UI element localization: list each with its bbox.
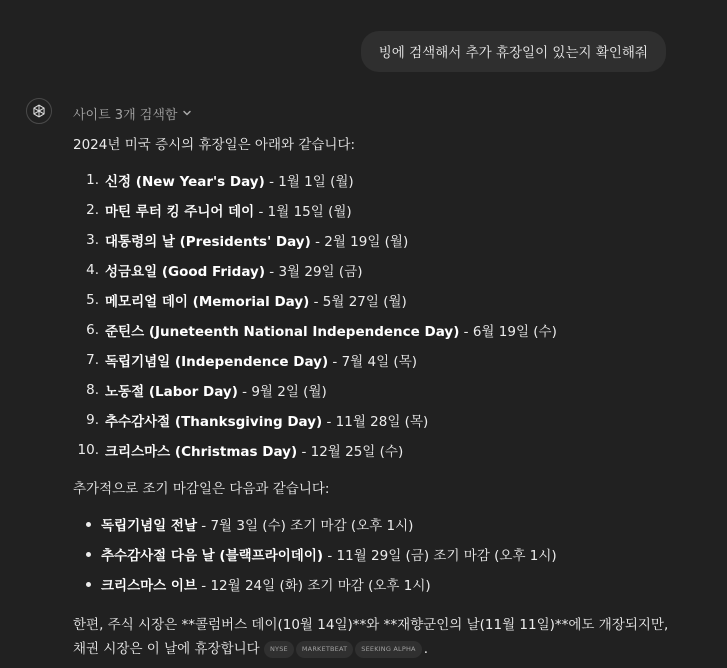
list-number: 5. <box>86 292 99 308</box>
list-item <box>73 509 713 539</box>
source-chip-seeking-alpha[interactable]: SEEKING ALPHA <box>355 641 421 658</box>
holiday-name: 마틴 루터 킹 주니어 데이 <box>105 204 255 220</box>
holiday-date: - 1월 15일 (월) <box>254 204 352 220</box>
list-item <box>73 345 713 375</box>
assistant-avatar <box>26 98 52 124</box>
list-item <box>73 165 713 195</box>
list-number: 1. <box>86 172 99 188</box>
early-close-intro: 추가적으로 조기 마감일은 다음과 같습니다: <box>73 481 330 497</box>
list-item <box>73 405 713 435</box>
openai-logo-icon <box>31 103 47 119</box>
early-close-name: 크리스마스 이브 <box>101 578 197 594</box>
holiday-date: - 7월 4일 (목) <box>328 354 417 370</box>
early-close-list <box>73 509 713 599</box>
closing-line-1: 한편, 주식 시장은 **콜럼버스 데이(10월 14일)**와 **재향군인의 날(11월 11일)**에도 개장되지만, <box>73 617 669 633</box>
holiday-list <box>73 165 713 465</box>
list-item <box>73 255 713 285</box>
holiday-name: 추수감사절 (Thanksgiving Day) <box>105 414 323 430</box>
holiday-name: 대통령의 날 (Presidents' Day) <box>105 234 311 250</box>
holiday-name: 노동절 (Labor Day) <box>105 384 238 400</box>
holiday-date: - 12월 25일 (수) <box>297 444 404 460</box>
list-number: 8. <box>86 382 99 398</box>
holiday-date: - 5월 27일 (월) <box>309 294 407 310</box>
holiday-name: 독립기념일 (Independence Day) <box>105 354 329 370</box>
list-number: 3. <box>86 232 99 248</box>
holiday-name: 신정 (New Year's Day) <box>105 174 265 190</box>
holiday-date: - 9월 2일 (월) <box>237 384 327 400</box>
source-chip-nyse[interactable]: NYSE <box>264 641 294 658</box>
holiday-date: - 2월 19일 (월) <box>310 234 409 250</box>
holiday-name: 메모리얼 데이 (Memorial Day) <box>105 294 310 310</box>
bullet-icon <box>73 582 101 587</box>
holiday-intro: 2024년 미국 증시의 휴장일은 아래와 같습니다: <box>73 137 356 153</box>
early-close-name: 독립기념일 전날 <box>101 518 197 534</box>
source-chip-marketbeat[interactable]: MARKETBEAT <box>296 641 353 658</box>
closing-paragraph <box>73 613 713 661</box>
list-number: 10. <box>77 442 99 458</box>
early-close-detail: - 11월 29일 (금) 조기 마감 (오후 1시) <box>323 548 557 564</box>
holiday-date: - 3월 29일 (금) <box>265 264 363 280</box>
early-close-detail: - 12월 24일 (화) 조기 마감 (오후 1시) <box>197 578 431 594</box>
list-item <box>73 315 713 345</box>
holiday-date: - 11월 28일 (목) <box>322 414 429 430</box>
list-item <box>73 375 713 405</box>
list-number: 7. <box>86 352 99 368</box>
list-item <box>73 569 713 599</box>
early-close-detail: - 7월 3일 (수) 조기 마감 (오후 1시) <box>197 518 414 534</box>
list-item <box>73 285 713 315</box>
closing-period: . <box>423 641 428 657</box>
list-item <box>73 539 713 569</box>
holiday-name: 준틴스 (Juneteenth National Independence Day) <box>105 324 460 340</box>
sources-toggle[interactable] <box>73 103 193 123</box>
sources-label[interactable]: 사이트 3개 검색함 <box>73 107 178 123</box>
bullet-icon <box>73 522 101 527</box>
closing-line-2: 채권 시장은 이 날에 휴장합니다 <box>73 641 260 657</box>
list-number: 2. <box>86 202 99 218</box>
list-item <box>73 195 713 225</box>
holiday-name: 성금요일 (Good Friday) <box>105 264 265 280</box>
early-close-name: 추수감사절 다음 날 (블랙프라이데이) <box>101 548 324 564</box>
assistant-message <box>73 103 713 661</box>
list-number: 6. <box>86 322 99 338</box>
list-number: 9. <box>86 412 99 428</box>
list-item <box>73 225 713 255</box>
list-item <box>73 435 713 465</box>
chevron-down-icon[interactable] <box>181 107 193 119</box>
holiday-date: - 6월 19일 (수) <box>459 324 557 340</box>
list-number: 4. <box>86 262 99 278</box>
holiday-date: - 1월 1일 (월) <box>264 174 354 190</box>
user-message-bubble <box>361 31 666 72</box>
holiday-name: 크리스마스 (Christmas Day) <box>105 444 298 460</box>
bullet-icon <box>73 552 101 557</box>
user-message-text: 빙에 검색해서 추가 휴장일이 있는지 확인해줘 <box>378 45 648 61</box>
